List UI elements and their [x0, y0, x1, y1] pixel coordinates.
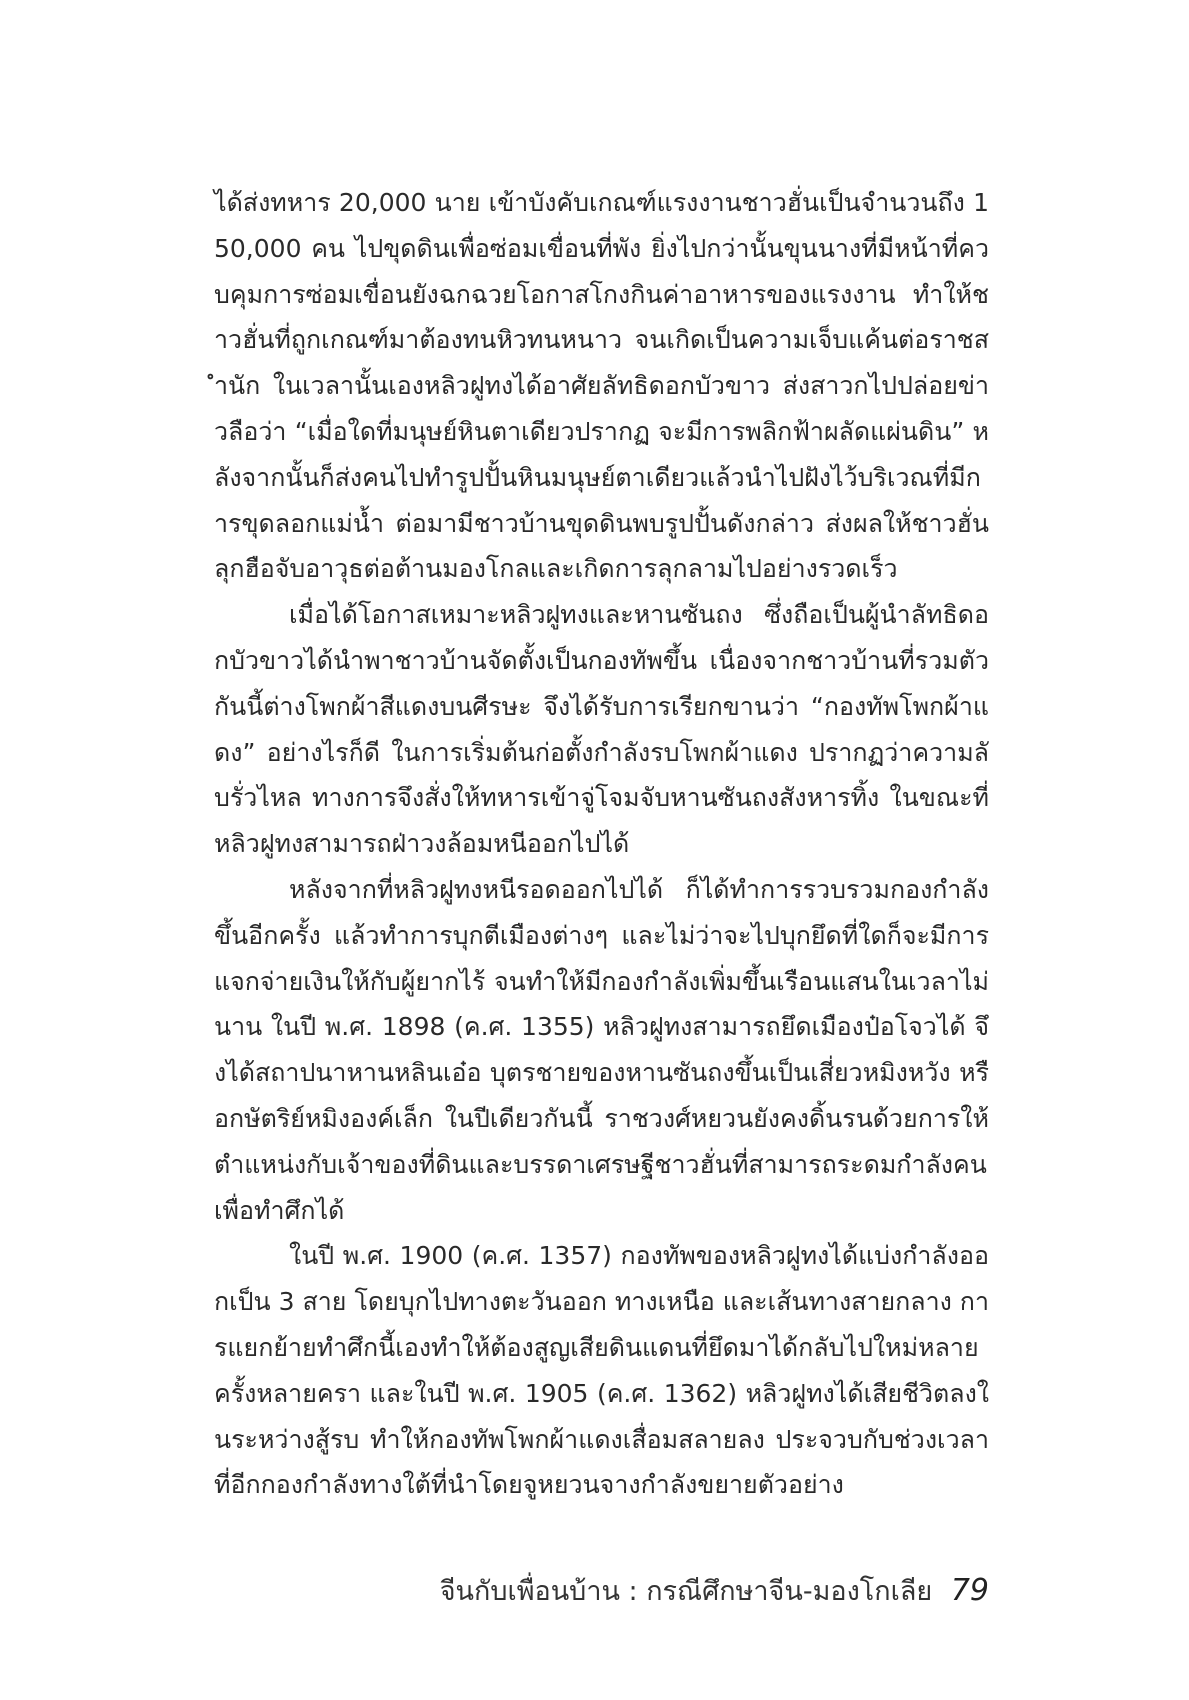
- page-footer: [214, 1574, 989, 1609]
- paragraph-4: ในปี พ.ศ. 1900 (ค.ศ. 1357) กองทัพของหลิวฝูทงได้แบ่งกำลังออกเป็น 3 สาย โดยบุกไปทางตะวันออก ทางเหนือ และเส้นทางสายกลาง การแยกย้ายทำศึกนี้เองทำให้ต้องสูญเสียดินแดนที่ยึดมาได้กลับไปใหม่หลายครั้งหลายครา และในปี พ.ศ. 1905 (ค.ศ. 1362) หลิวฝูทงได้เสียชีวิตลงในระหว่างสู้รบ ทำให้กองทัพโพกผ้าแดงเสื่อมสลายลง ประจวบกับช่วงเวลาที่อีกกองกำลังทางใต้ที่นำโดยจูหยวนจางกำลังขยายตัวอย่าง: [214, 1241, 989, 1500]
- page-number: 79: [950, 1573, 989, 1608]
- running-title: จีนกับเพื่อนบ้าน : กรณีศึกษาจีน-มองโกเลีย: [439, 1576, 933, 1607]
- paragraph-3: หลังจากที่หลิวฝูทงหนีรอดออกไปได้ ก็ได้ทำการรวบรวมกองกำลังขึ้นอีกครั้ง แล้วทำการบุกตีเมืองต่างๆ และไม่ว่าจะไปบุกยึดที่ใดก็จะมีการแจกจ่ายเงินให้กับผู้ยากไร้ จนทำให้มีกองกำลังเพิ่มขึ้นเรือนแสนในเวลาไม่นาน ในปี พ.ศ. 1898 (ค.ศ. 1355) หลิวฝูทงสามารถยึดเมืองป๋อโจวได้ จึงได้สถาปนาหานหลินเอ๋อ บุตรชายของหานซันถงขึ้นเป็นเสี่ยวหมิงหวัง หรือกษัตริย์หมิงองค์เล็ก ในปีเดียวกันนี้ ราชวงศ์หยวนยังคงดิ้นรนด้วยการให้ตำแหน่งกับเจ้าของที่ดินและบรรดาเศรษฐีชาวฮั่นที่สามารถระดมกำลังคนเพื่อทำศึกได้: [214, 874, 989, 1225]
- paragraph-1: ได้ส่งทหาร 20,000 นาย เข้าบังคับเกณฑ์แรงงานชาวฮั่นเป็นจำนวนถึง 150,000 คน ไปขุดดินเพื่อซ่อมเขื่อนที่พัง ยิ่งไปกว่านั้นขุนนางที่มีหน้าที่ควบคุมการซ่อมเขื่อนยังฉกฉวยโอกาสโกงกินค่าอาหารของแรงงาน ทำให้ชาวฮั่นที่ถูกเกณฑ์มาต้องทนหิวทนหนาว จนเกิดเป็นความเจ็บแค้นต่อราชสำนัก ในเวลานั้นเองหลิวฝูทงได้อาศัยลัทธิดอกบัวขาว ส่งสาวกไปปล่อยข่าวลือว่า “เมื่อใดที่มนุษย์หินตาเดียวปรากฏ จะมีการพลิกฟ้าผลัดแผ่นดิน” หลังจากนั้นก็ส่งคนไปทำรูปปั้นหินมนุษย์ตาเดียวแล้วนำไปฝังไว้บริเวณที่มีการขุดลอกแม่น้ำ ต่อมามีชาวบ้านขุดดินพบรูปปั้นดังกล่าว ส่งผลให้ชาวฮั่นลุกฮือจับอาวุธต่อต้านมองโกลและเกิดการลุกลามไปอย่างรวดเร็ว: [214, 188, 989, 584]
- body-text: [214, 180, 989, 1508]
- paragraph-2: เมื่อได้โอกาสเหมาะหลิวฝูทงและหานซันถง ซึ่งถือเป็นผู้นำลัทธิดอกบัวขาวได้นำพาชาวบ้านจัดตั้งเป็นกองทัพขึ้น เนื่องจากชาวบ้านที่รวมตัวกันนี้ต่างโพกผ้าสีแดงบนศีรษะ จึงได้รับการเรียกขานว่า “กองทัพโพกผ้าแดง” อย่างไรก็ดี ในการเริ่มต้นก่อตั้งกำลังรบโพกผ้าแดง ปรากฏว่าความลับรั่วไหล ทางการจึงสั่งให้ทหารเข้าจู่โจมจับหานซันถงสังหารทิ้ง ในขณะที่หลิวฝูทงสามารถฝ่าวงล้อมหนีออกไปได้: [214, 600, 989, 859]
